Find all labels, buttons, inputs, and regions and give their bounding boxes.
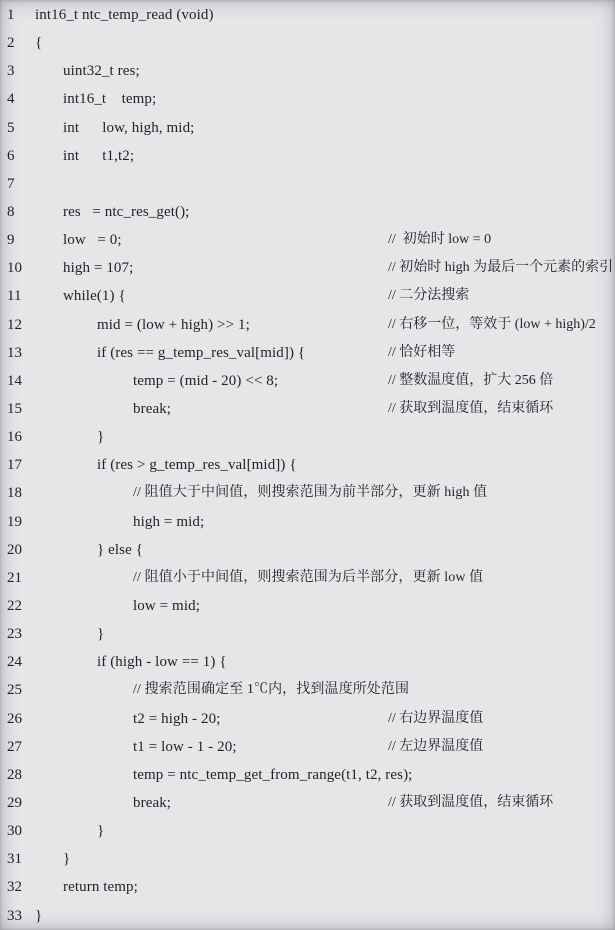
code-line: [0, 395, 615, 423]
code-line: [0, 789, 615, 817]
line-number: 22: [7, 597, 22, 614]
code-text: }: [97, 429, 105, 446]
code-line: [0, 254, 615, 282]
line-number: 26: [7, 710, 22, 727]
side-comment: // 恰好相等: [388, 344, 456, 360]
side-comment: // 获取到温度值，结束循环: [388, 794, 554, 810]
code-line: [0, 508, 615, 536]
code-line: [0, 226, 615, 254]
line-number: 17: [7, 457, 22, 474]
line-number: 14: [7, 372, 22, 389]
code-text: }: [97, 626, 105, 643]
line-number: 21: [7, 569, 22, 586]
code-line: [0, 339, 615, 367]
code-text: }: [63, 851, 71, 868]
code-line: [0, 311, 615, 339]
side-comment: // 左边界温度值: [388, 738, 484, 754]
code-text: uint32_t res;: [63, 63, 140, 80]
line-number: 25: [7, 682, 22, 699]
side-comment: // 二分法搜索: [388, 288, 470, 304]
line-number: 2: [7, 35, 15, 52]
line-number: 3: [7, 63, 15, 80]
code-text: return temp;: [63, 879, 138, 896]
code-text: temp = (mid - 20) << 8;: [133, 372, 279, 389]
comment-line-text: // 阻值大于中间值，则搜索范围为前半部分，更新 high 值: [133, 485, 488, 501]
line-number: 4: [7, 91, 15, 108]
code-text: while(1) {: [63, 288, 126, 305]
line-number: 29: [7, 794, 22, 811]
code-line: [0, 648, 615, 676]
line-number: 33: [7, 907, 22, 924]
code-line: [0, 367, 615, 395]
code-text: break;: [133, 794, 172, 811]
code-text: int low, high, mid;: [63, 119, 195, 136]
line-number: 16: [7, 429, 22, 446]
line-number: 11: [7, 288, 22, 305]
code-line: [0, 114, 615, 142]
side-comment: // 初始时 high 为最后一个元素的索引: [388, 260, 614, 276]
side-comment: // 右移一位，等效于 (low + high)/2: [388, 316, 596, 332]
code-text: if (high - low == 1) {: [97, 654, 227, 671]
line-number: 7: [7, 175, 15, 192]
side-comment: // 整数温度值，扩大 256 倍: [388, 372, 554, 388]
line-number: 8: [7, 203, 15, 220]
code-text: low = 0;: [63, 232, 122, 249]
line-number: 32: [7, 879, 22, 896]
side-comment: // 初始时 low = 0: [388, 232, 492, 248]
code-line: [0, 620, 615, 648]
code-line: [0, 85, 615, 113]
code-line: [0, 564, 615, 592]
line-number: 13: [7, 344, 22, 361]
code-line: [0, 845, 615, 873]
code-text: int16_t temp;: [63, 91, 157, 108]
code-line: [0, 423, 615, 451]
code-text: mid = (low + high) >> 1;: [97, 316, 250, 333]
code-line: [0, 873, 615, 901]
comment-line-text: // 搜索范围确定至 1℃内，找到温度所处范围: [133, 682, 410, 698]
code-line: [0, 536, 615, 564]
code-text: res = ntc_res_get();: [63, 203, 190, 220]
code-text: if (res == g_temp_res_val[mid]) {: [97, 344, 306, 361]
code-line: [0, 817, 615, 845]
side-comment: // 获取到温度值，结束循环: [388, 400, 554, 416]
code-text: }: [35, 907, 43, 924]
line-number: 12: [7, 316, 22, 333]
line-number: 28: [7, 766, 22, 783]
code-text: low = mid;: [133, 597, 200, 614]
code-line: [0, 57, 615, 85]
code-line: [0, 705, 615, 733]
line-number: 1: [7, 7, 15, 23]
comment-line-text: // 阻值小于中间值，则搜索范围为后半部分，更新 low 值: [133, 569, 484, 585]
side-comment: // 右边界温度值: [388, 710, 484, 726]
line-number: 5: [7, 119, 15, 136]
line-number: 10: [7, 260, 22, 277]
line-number: 6: [7, 147, 15, 164]
line-number: 24: [7, 654, 22, 671]
code-line: [0, 479, 615, 507]
code-text: t1 = low - 1 - 20;: [133, 738, 237, 755]
line-number: 20: [7, 541, 22, 558]
code-text: high = mid;: [133, 513, 205, 530]
code-line: [0, 676, 615, 704]
line-number: 23: [7, 626, 22, 643]
code-line: [0, 142, 615, 170]
code-text: }: [97, 823, 105, 840]
line-number: 30: [7, 823, 22, 840]
code-text: high = 107;: [63, 260, 134, 277]
line-number: 9: [7, 232, 15, 249]
code-line: [0, 170, 615, 198]
line-number: 31: [7, 851, 22, 868]
line-number: 18: [7, 485, 22, 502]
code-line: [0, 592, 615, 620]
code-line: [0, 902, 615, 930]
code-line: [0, 761, 615, 789]
code-text: t2 = high - 20;: [133, 710, 221, 727]
line-number: 15: [7, 400, 22, 417]
code-text: break;: [133, 400, 172, 417]
code-text: } else {: [97, 541, 144, 558]
code-text: temp = ntc_temp_get_from_range(t1, t2, res);: [133, 766, 413, 783]
line-number: 27: [7, 738, 22, 755]
code-text: {: [35, 35, 43, 52]
code-line: [0, 733, 615, 761]
code-line: [0, 29, 615, 57]
code-line: [0, 1, 615, 29]
code-text: if (res > g_temp_res_val[mid]) {: [97, 457, 297, 474]
code-text: int16_t ntc_temp_read (void): [35, 7, 214, 23]
line-number: 19: [7, 513, 22, 530]
code-text: int t1,t2;: [63, 147, 135, 164]
code-line: [0, 282, 615, 310]
code-line: [0, 198, 615, 226]
code-line: [0, 451, 615, 479]
